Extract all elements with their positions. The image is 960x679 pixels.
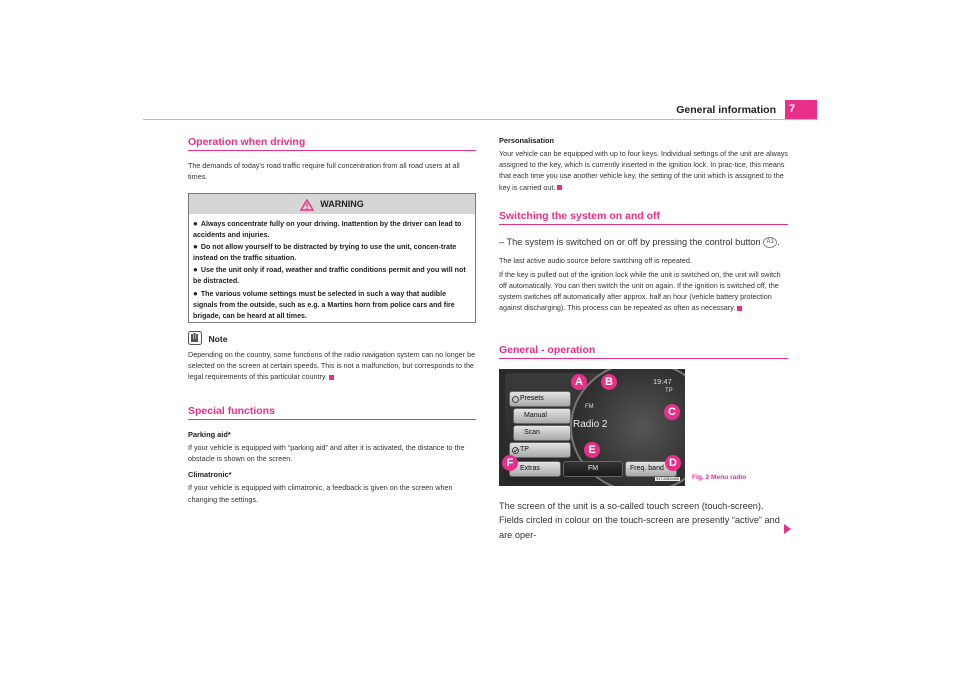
callout-e: E xyxy=(584,442,600,458)
tp-label: TP xyxy=(520,446,529,453)
station-name: Radio 2 xyxy=(573,419,608,430)
figure-caption: Fig. 2 Menu radio xyxy=(692,474,747,481)
heading-rule xyxy=(188,419,476,420)
section-end-marker xyxy=(329,375,334,380)
heading-rule xyxy=(188,150,476,151)
radio-circle-icon xyxy=(512,396,519,403)
section-operation-when-driving xyxy=(188,136,476,182)
callout-c: C xyxy=(664,404,680,420)
heading-special-functions: Special functions xyxy=(188,405,275,417)
warning-item xyxy=(193,288,471,322)
note-block xyxy=(188,329,476,383)
note-text-wrap xyxy=(188,349,476,383)
scan-button[interactable] xyxy=(513,425,571,441)
page-number: 7 xyxy=(785,100,817,119)
tp-indicator: TP xyxy=(665,388,673,394)
warning-item-text: The various volume settings must be selected in such a way that audible signals from the outside, such as e.g. a Martins horn from police cars and fire brigade, can be heard at all times. xyxy=(193,289,455,320)
switching-text-2: If the key is pulled out of the ignition lock while the unit is switched on, the unit will switch off automatically. You can then switch the unit on again. If the ignition is switched off, the system switches off automatically after approx. half an hour (vehicle battery protection against discharging). This process can be repeated as often as necessary. xyxy=(499,269,781,313)
personalisation-text-wrap xyxy=(499,148,788,193)
touch-screen xyxy=(505,373,681,482)
parking-aid-title: Parking aid* xyxy=(188,430,231,439)
manual-label: Manual xyxy=(524,412,547,419)
climatronic-text: If your vehicle is equipped with climatronic, a feedback is given on the screen when changing the settings. xyxy=(188,483,453,504)
fm-band-button[interactable] xyxy=(563,461,623,477)
heading-switching: Switching the system on and off xyxy=(499,210,661,222)
note-title: Note xyxy=(208,334,228,344)
note-header xyxy=(188,329,476,343)
parking-aid-text: If your vehicle is equipped with “parking aid” and after it is activated, the distance to the obstacle is shown on the screen. xyxy=(188,443,465,464)
warning-item-text: Do not allow yourself to be distracted by trying to use the unit, concen-trate instead on the traffic situation. xyxy=(193,243,457,263)
control-button-ref: A1 xyxy=(763,237,777,248)
section-general-operation xyxy=(499,344,788,359)
warning-item-text: Use the unit only if road, weather and traffic conditions permit and you will not be distracted. xyxy=(193,266,466,286)
warning-triangle-icon xyxy=(300,199,314,211)
operation-intro: The demands of today's road traffic require full concentration from all road users at all times. xyxy=(188,161,460,182)
note-hand-icon xyxy=(188,331,202,345)
note-text: Depending on the country, some functions of the radio navigation system can no longer be selected on the screen at certain speeds. This is not a malfunction, but corresponds to the legal requirements of this particular country. xyxy=(188,350,476,382)
manual-button[interactable] xyxy=(513,408,571,424)
presets-button[interactable] xyxy=(509,391,571,407)
warning-list xyxy=(189,214,475,322)
figure-menu-radio xyxy=(499,369,685,486)
extras-label: Extras xyxy=(520,465,540,472)
callout-d: D xyxy=(665,455,681,471)
warning-item xyxy=(193,264,471,287)
band-indicator: FM xyxy=(585,404,594,410)
section-switching xyxy=(499,210,788,313)
figure-code: S4T-20810466 xyxy=(656,477,679,481)
running-header-title: General information xyxy=(676,104,776,116)
freq-band-label: Freq. band xyxy=(630,465,664,472)
warning-item xyxy=(193,218,471,241)
heading-rule xyxy=(499,358,788,359)
section-special-functions xyxy=(188,405,476,505)
callout-b: B xyxy=(601,374,617,390)
fm-band-label: FM xyxy=(587,465,599,472)
warning-item-text: Always concentrate fully on your driving. Inattention by the driver can lead to accidents and injuries. xyxy=(193,220,462,240)
bullet-icon: ● xyxy=(193,219,198,228)
check-circle-icon xyxy=(512,447,519,454)
warning-item xyxy=(193,241,471,264)
switching-step-end: . xyxy=(777,237,780,247)
section-end-marker xyxy=(557,185,562,190)
bullet-icon: ● xyxy=(193,288,198,298)
heading-operation-when-driving: Operation when driving xyxy=(188,136,306,148)
switching-step xyxy=(499,235,788,249)
personalisation-text: Your vehicle can be equipped with up to four keys. Individual settings of the unit are always assigned to the key, which is currently inserted in the ignition lock. In prac-tice, this means that each time you use another vehicle key, the setting of the unit which is assigned to the key is carried out. xyxy=(499,149,789,192)
warning-title: WARNING xyxy=(320,199,364,209)
climatronic-title: Climatronic* xyxy=(188,470,232,480)
warning-header xyxy=(189,194,475,214)
warning-box xyxy=(188,193,476,323)
switching-step-text: – The system is switched on or off by pressing the control button xyxy=(499,237,761,247)
callout-a: A xyxy=(571,374,587,390)
switching-text-1: The last active audio source before switching off is repeated. xyxy=(499,256,692,266)
continue-arrow-icon xyxy=(784,524,791,534)
clock-display: 19:47 xyxy=(653,377,672,386)
switching-text-2-wrap xyxy=(499,269,788,314)
bullet-icon: ● xyxy=(193,265,198,275)
scan-label: Scan xyxy=(524,429,540,436)
general-operation-text xyxy=(499,499,784,542)
header-divider xyxy=(143,119,817,120)
heading-rule xyxy=(499,224,788,225)
heading-general-operation: General - operation xyxy=(499,344,596,356)
general-operation-para: The screen of the unit is a so-called touch screen (touch-screen). Fields circled in colour on the touch-screen are presently “active” and are oper- xyxy=(499,501,780,540)
presets-label: Presets xyxy=(520,395,544,402)
personalisation-title: Personalisation xyxy=(499,136,555,145)
callout-f: F xyxy=(502,455,518,471)
personalisation-block xyxy=(499,136,788,193)
section-end-marker xyxy=(737,306,742,311)
tp-button[interactable] xyxy=(509,442,571,458)
bullet-icon: ● xyxy=(193,242,198,252)
